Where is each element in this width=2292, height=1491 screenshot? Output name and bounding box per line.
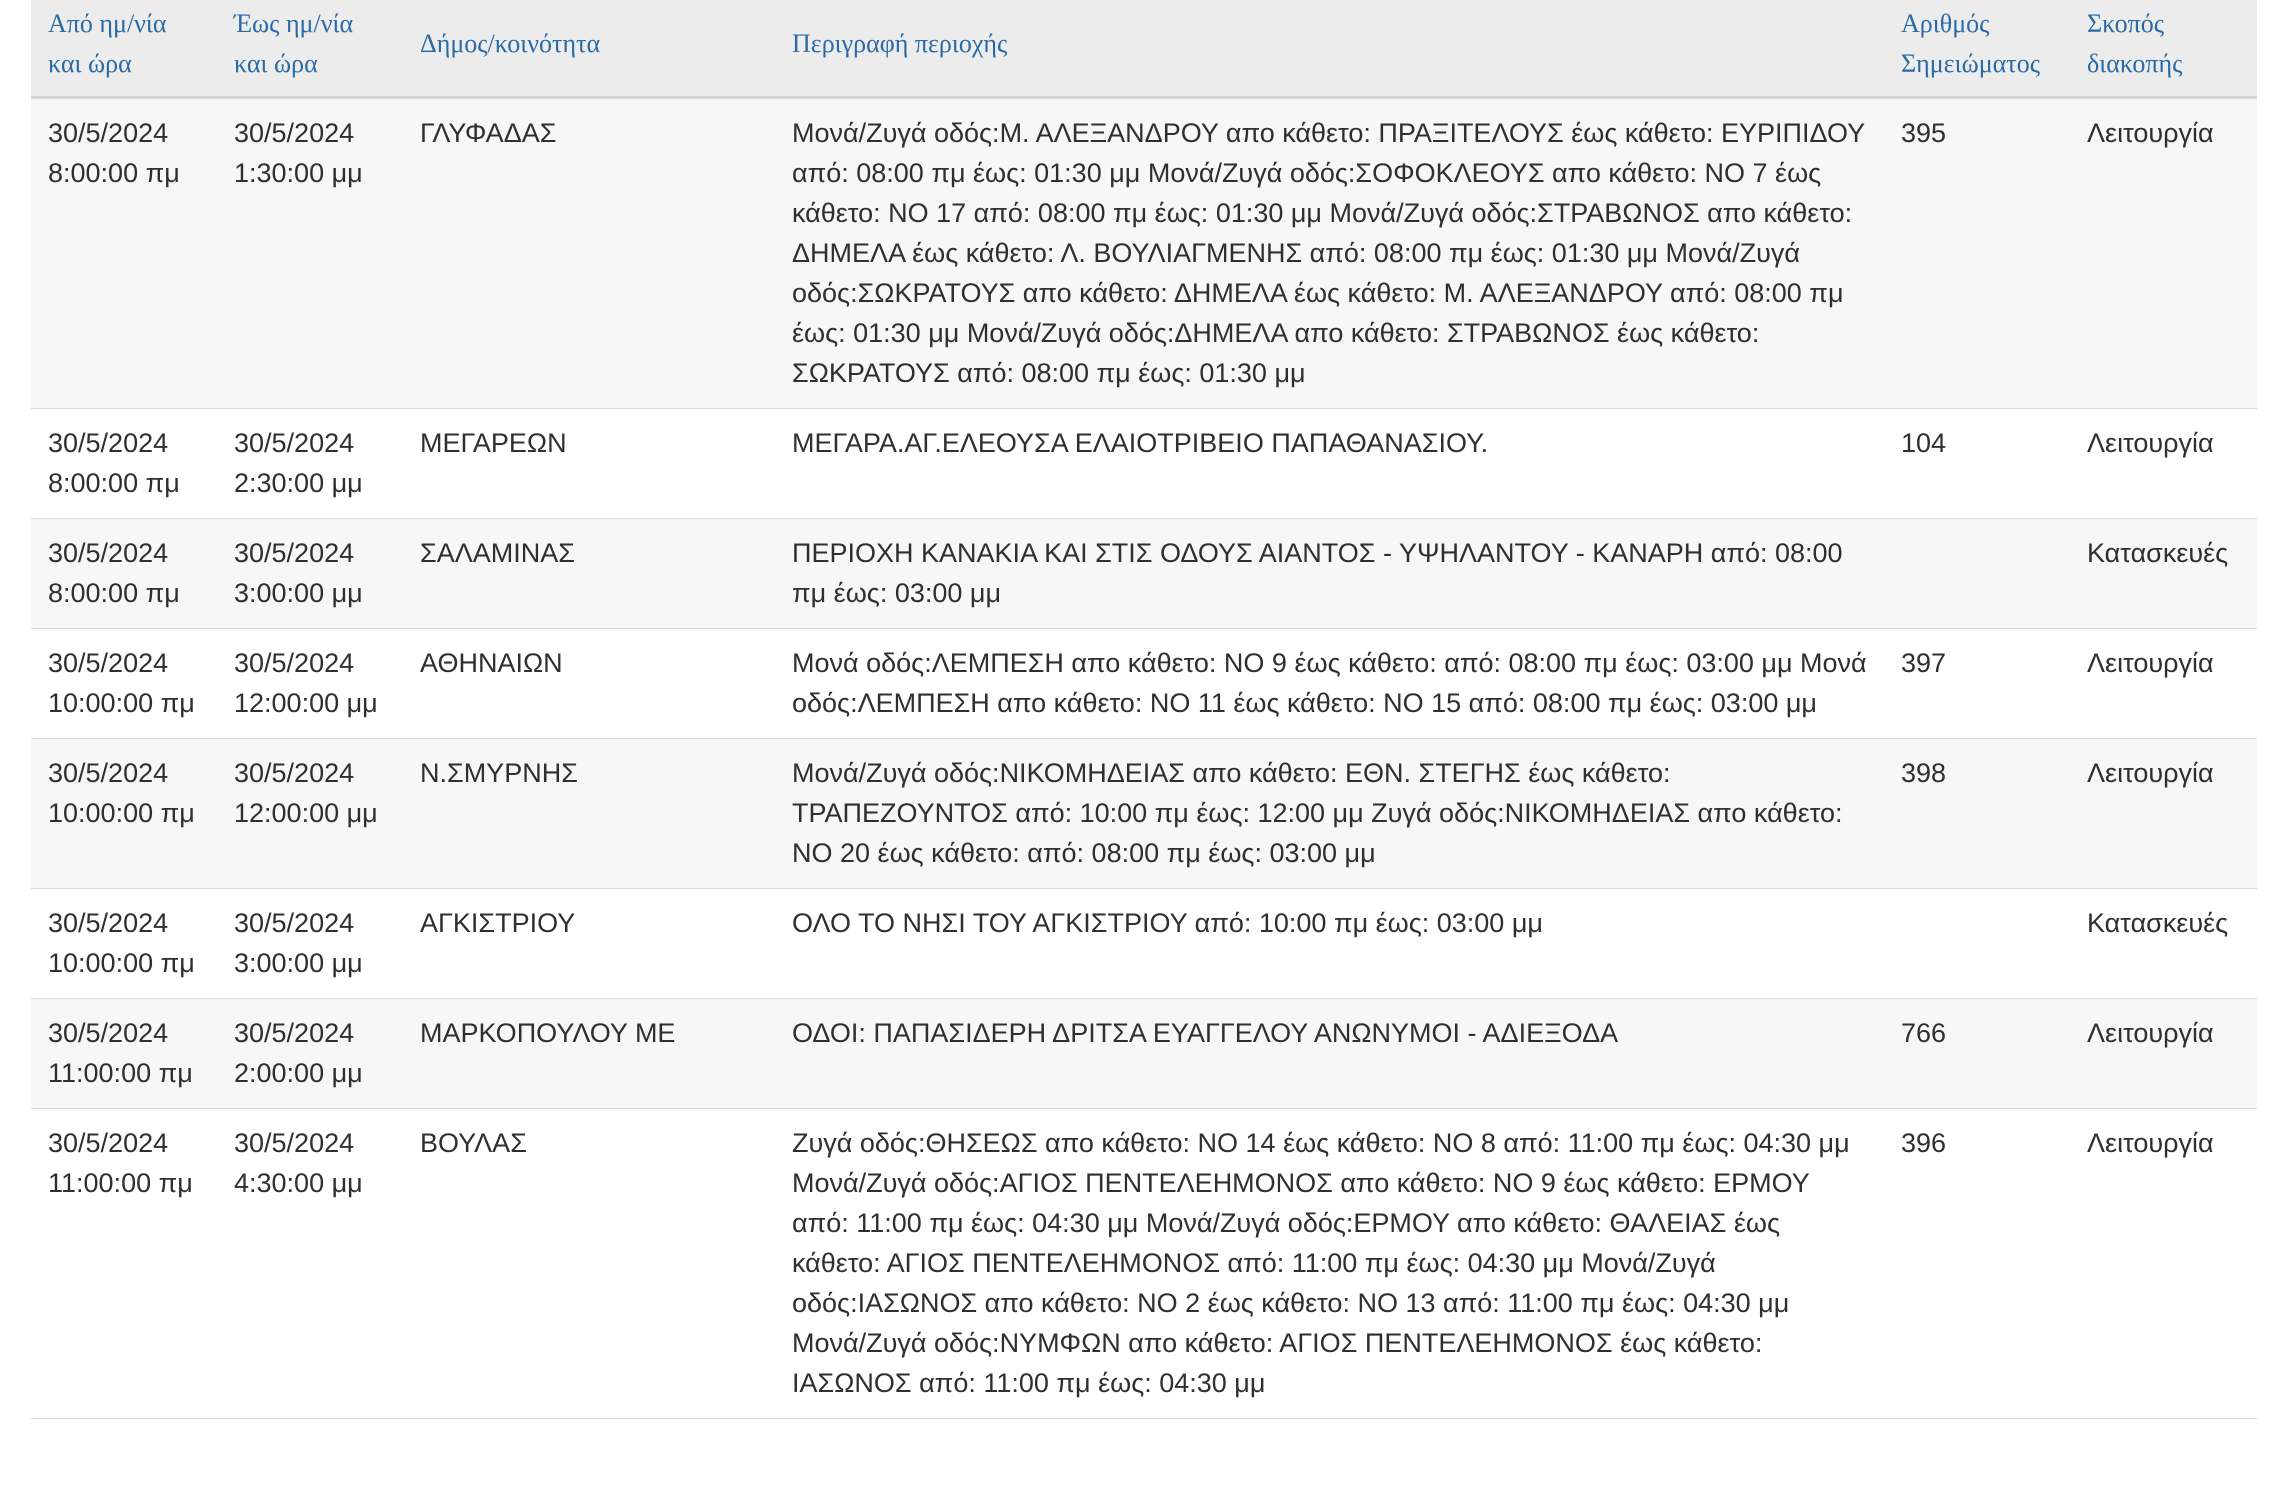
cell-purpose: Λειτουργία xyxy=(2070,999,2257,1109)
cell-from xyxy=(31,519,217,629)
cell-to xyxy=(217,1109,403,1419)
to-date: 30/5/2024 xyxy=(234,648,355,678)
cell-municipality: ΓΛΥΦΑΔΑΣ xyxy=(403,98,775,409)
cell-from xyxy=(31,1109,217,1419)
cell-municipality: ΒΟΥΛΑΣ xyxy=(403,1109,775,1419)
to-date: 30/5/2024 xyxy=(234,758,355,788)
cell-description: ΜΕΓΑΡΑ.ΑΓ.ΕΛΕΟΥΣΑ ΕΛΑΙΟΤΡΙΒΕΙΟ ΠΑΠΑΘΑΝΑΣΙΟΥ. xyxy=(775,409,1884,519)
from-time: 10:00:00 πμ xyxy=(48,688,195,718)
cell-purpose: Κατασκευές xyxy=(2070,889,2257,999)
cell-purpose: Λειτουργία xyxy=(2070,629,2257,739)
cell-purpose: Λειτουργία xyxy=(2070,409,2257,519)
table-row xyxy=(31,1109,2257,1419)
header-to[interactable] xyxy=(217,0,403,98)
cell-description: ΟΛΟ ΤΟ ΝΗΣΙ ΤΟΥ ΑΓΚΙΣΤΡΙΟΥ από: 10:00 πμ έως: 03:00 μμ xyxy=(775,889,1884,999)
outages-table xyxy=(31,0,2257,1419)
cell-description: ΠΕΡΙΟΧΗ ΚΑΝΑΚΙΑ ΚΑΙ ΣΤΙΣ ΟΔΟΥΣ ΑΙΑΝΤΟΣ - ΥΨΗΛΑΝΤΟΥ - ΚΑΝΑΡΗ από: 08:00 πμ έως: 03:00 μμ xyxy=(775,519,1884,629)
to-date: 30/5/2024 xyxy=(234,908,355,938)
cell-to xyxy=(217,629,403,739)
cell-description: Μονά/Ζυγά οδός:Μ. ΑΛΕΞΑΝΔΡΟΥ απο κάθετο: ΠΡΑΞΙΤΕΛΟΥΣ έως κάθετο: ΕΥΡΙΠΙΔΟΥ από: 08:00 πμ έως: 01:30 μμ Μονά/Ζυγά οδός:ΣΟΦΟΚΛΕΟΥΣ απο κάθετο: ΝΟ 7 έως κάθετο: ΝΟ 17 από: 08:00 πμ έως: 01:30 μμ Μονά/Ζυγά οδός:ΣΤΡΑΒΩΝΟΣ απο κάθετο: ΔΗΜΕΛΑ έως κάθετο: Λ. ΒΟΥΛΙΑΓΜΕΝΗΣ από: 08:00 πμ έως: 01:30 μμ Μονά/Ζυγά οδός:ΣΩΚΡΑΤΟΥΣ απο κάθετο: ΔΗΜΕΛΑ έως κάθετο: Μ. ΑΛΕΞΑΝΔΡΟΥ από: 08:00 πμ έως: 01:30 μμ Μονά/Ζυγά οδός:ΔΗΜΕΛΑ απο κάθετο: ΣΤΡΑΒΩΝΟΣ έως κάθετο: ΣΩΚΡΑΤΟΥΣ από: 08:00 πμ έως: 01:30 μμ xyxy=(775,98,1884,409)
table-row xyxy=(31,739,2257,889)
cell-purpose: Κατασκευές xyxy=(2070,519,2257,629)
cell-to xyxy=(217,739,403,889)
to-time: 1:30:00 μμ xyxy=(234,158,363,188)
table-row xyxy=(31,889,2257,999)
table-row xyxy=(31,629,2257,739)
cell-to xyxy=(217,519,403,629)
cell-from xyxy=(31,409,217,519)
header-note-number[interactable] xyxy=(1884,0,2070,98)
table-header xyxy=(31,0,2257,98)
table-row xyxy=(31,98,2257,409)
to-time: 2:30:00 μμ xyxy=(234,468,363,498)
from-date: 30/5/2024 xyxy=(48,118,169,148)
cell-note-number: 395 xyxy=(1884,98,2070,409)
to-time: 3:00:00 μμ xyxy=(234,948,363,978)
to-date: 30/5/2024 xyxy=(234,1128,355,1158)
table-body xyxy=(31,98,2257,1419)
cell-description: Μονά/Ζυγά οδός:ΝΙΚΟΜΗΔΕΙΑΣ απο κάθετο: ΕΘΝ. ΣΤΕΓΗΣ έως κάθετο: ΤΡΑΠΕΖΟΥΝΤΟΣ από: 10:00 πμ έως: 12:00 μμ Ζυγά οδός:ΝΙΚΟΜΗΔΕΙΑΣ απο κάθετο: ΝΟ 20 έως κάθετο: από: 08:00 πμ έως: 03:00 μμ xyxy=(775,739,1884,889)
header-purpose-line1: Σκοπός xyxy=(2087,9,2165,38)
header-note-number-line1: Αριθμός xyxy=(1901,9,1990,38)
from-date: 30/5/2024 xyxy=(48,648,169,678)
cell-municipality: ΑΓΚΙΣΤΡΙΟΥ xyxy=(403,889,775,999)
header-note-number-line2: Σημειώματος xyxy=(1901,49,2041,78)
cell-note-number: 396 xyxy=(1884,1109,2070,1419)
from-time: 11:00:00 πμ xyxy=(48,1168,193,1198)
header-row xyxy=(31,0,2257,98)
from-date: 30/5/2024 xyxy=(48,758,169,788)
cell-description: ΟΔΟΙ: ΠΑΠΑΣΙΔΕΡΗ ΔΡΙΤΣΑ ΕΥΑΓΓΕΛΟΥ ΑΝΩΝΥΜΟΙ - ΑΔΙΕΞΟΔΑ xyxy=(775,999,1884,1109)
cell-to xyxy=(217,889,403,999)
cell-municipality: Ν.ΣΜΥΡΝΗΣ xyxy=(403,739,775,889)
cell-description: Μονά οδός:ΛΕΜΠΕΣΗ απο κάθετο: ΝΟ 9 έως κάθετο: από: 08:00 πμ έως: 03:00 μμ Μονά οδός:ΛΕΜΠΕΣΗ απο κάθετο: ΝΟ 11 έως κάθετο: ΝΟ 15 από: 08:00 πμ έως: 03:00 μμ xyxy=(775,629,1884,739)
cell-purpose: Λειτουργία xyxy=(2070,98,2257,409)
cell-from xyxy=(31,98,217,409)
from-time: 8:00:00 πμ xyxy=(48,158,180,188)
cell-purpose: Λειτουργία xyxy=(2070,1109,2257,1419)
cell-from xyxy=(31,889,217,999)
cell-note-number: 766 xyxy=(1884,999,2070,1109)
to-date: 30/5/2024 xyxy=(234,428,355,458)
to-date: 30/5/2024 xyxy=(234,118,355,148)
table-row xyxy=(31,409,2257,519)
header-purpose[interactable] xyxy=(2070,0,2257,98)
from-date: 30/5/2024 xyxy=(48,1018,169,1048)
from-date: 30/5/2024 xyxy=(48,1128,169,1158)
cell-to xyxy=(217,999,403,1109)
cell-from xyxy=(31,999,217,1109)
to-date: 30/5/2024 xyxy=(234,1018,355,1048)
header-from-line2: και ώρα xyxy=(48,49,132,78)
outages-table-container xyxy=(31,0,2257,1419)
to-time: 2:00:00 μμ xyxy=(234,1058,363,1088)
from-time: 10:00:00 πμ xyxy=(48,948,195,978)
cell-from xyxy=(31,629,217,739)
to-time: 4:30:00 μμ xyxy=(234,1168,363,1198)
to-time: 12:00:00 μμ xyxy=(234,688,378,718)
cell-note-number xyxy=(1884,889,2070,999)
cell-municipality: ΜΕΓΑΡΕΩΝ xyxy=(403,409,775,519)
to-time: 12:00:00 μμ xyxy=(234,798,378,828)
cell-purpose: Λειτουργία xyxy=(2070,739,2257,889)
from-time: 11:00:00 πμ xyxy=(48,1058,193,1088)
from-time: 8:00:00 πμ xyxy=(48,578,180,608)
cell-to xyxy=(217,409,403,519)
header-to-line1: Έως ημ/νία xyxy=(234,9,354,38)
header-municipality[interactable]: Δήμος/κοινότητα xyxy=(403,0,775,98)
header-from[interactable] xyxy=(31,0,217,98)
table-row xyxy=(31,519,2257,629)
cell-note-number xyxy=(1884,519,2070,629)
cell-note-number: 398 xyxy=(1884,739,2070,889)
to-time: 3:00:00 μμ xyxy=(234,578,363,608)
from-date: 30/5/2024 xyxy=(48,538,169,568)
cell-municipality: ΜΑΡΚΟΠΟΥΛΟΥ ΜΕ xyxy=(403,999,775,1109)
from-date: 30/5/2024 xyxy=(48,428,169,458)
cell-municipality: ΣΑΛΑΜΙΝΑΣ xyxy=(403,519,775,629)
header-from-line1: Από ημ/νία xyxy=(48,9,167,38)
cell-municipality: ΑΘΗΝΑΙΩΝ xyxy=(403,629,775,739)
header-purpose-line2: διακοπής xyxy=(2087,49,2183,78)
cell-note-number: 104 xyxy=(1884,409,2070,519)
from-time: 10:00:00 πμ xyxy=(48,798,195,828)
header-to-line2: και ώρα xyxy=(234,49,318,78)
table-row xyxy=(31,999,2257,1109)
from-date: 30/5/2024 xyxy=(48,908,169,938)
from-time: 8:00:00 πμ xyxy=(48,468,180,498)
cell-note-number: 397 xyxy=(1884,629,2070,739)
header-description[interactable]: Περιγραφή περιοχής xyxy=(775,0,1884,98)
cell-description: Ζυγά οδός:ΘΗΣΕΩΣ απο κάθετο: ΝΟ 14 έως κάθετο: ΝΟ 8 από: 11:00 πμ έως: 04:30 μμ Μονά/Ζυγά οδός:ΑΓΙΟΣ ΠΕΝΤΕΛΕΗΜΟΝΟΣ απο κάθετο: ΝΟ 9 έως κάθετο: ΕΡΜΟΥ από: 11:00 πμ έως: 04:30 μμ Μονά/Ζυγά οδός:ΕΡΜΟΥ απο κάθετο: ΘΑΛΕΙΑΣ έως κάθετο: ΑΓΙΟΣ ΠΕΝΤΕΛΕΗΜΟΝΟΣ από: 11:00 πμ έως: 04:30 μμ Μονά/Ζυγά οδός:ΙΑΣΩΝΟΣ απο κάθετο: ΝΟ 2 έως κάθετο: ΝΟ 13 από: 11:00 πμ έως: 04:30 μμ Μονά/Ζυγά οδός:ΝΥΜΦΩΝ απο κάθετο: ΑΓΙΟΣ ΠΕΝΤΕΛΕΗΜΟΝΟΣ έως κάθετο: ΙΑΣΩΝΟΣ από: 11:00 πμ έως: 04:30 μμ xyxy=(775,1109,1884,1419)
to-date: 30/5/2024 xyxy=(234,538,355,568)
cell-from xyxy=(31,739,217,889)
cell-to xyxy=(217,98,403,409)
